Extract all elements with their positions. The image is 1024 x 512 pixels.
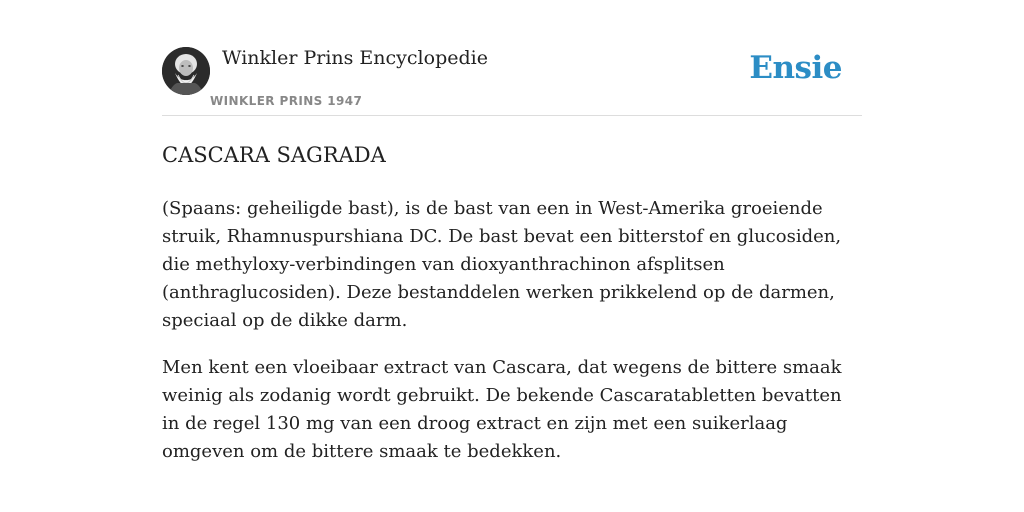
page-header xyxy=(162,46,862,116)
site-name[interactable]: Winkler Prins Encyclopedie xyxy=(222,47,488,69)
article-paragraph: Men kent een vloeibaar extract van Cascara, dat wegens de bittere smaak weinig als zodanig wordt gebruikt. De bekende Cascaratabletten bevatten in de regel 130 mg van een droog extract en zijn met een suikerlaag omgeven om de bittere smaak te bedekken. xyxy=(162,357,842,462)
site-subtitle[interactable]: WINKLER PRINS 1947 xyxy=(210,94,363,108)
brand-logo-link[interactable]: Ensie xyxy=(749,50,842,86)
article-paragraph: (Spaans: geheiligde bast), is de bast van een in West-Amerika groeiende struik, Rhamnuspurshiana DC. De bast bevat een bitterstof en glucosiden, die methyloxy-verbindingen van dioxyanthrachinon afsplitsen (anthraglucosiden). Deze bestanddelen werken prikkelend op de darmen, speciaal op de dikke darm. xyxy=(162,198,842,331)
article xyxy=(162,139,862,485)
avatar[interactable] xyxy=(162,47,210,95)
bearded-man-portrait-icon xyxy=(162,47,210,95)
article-title: CASCARA SAGRADA xyxy=(162,143,386,167)
